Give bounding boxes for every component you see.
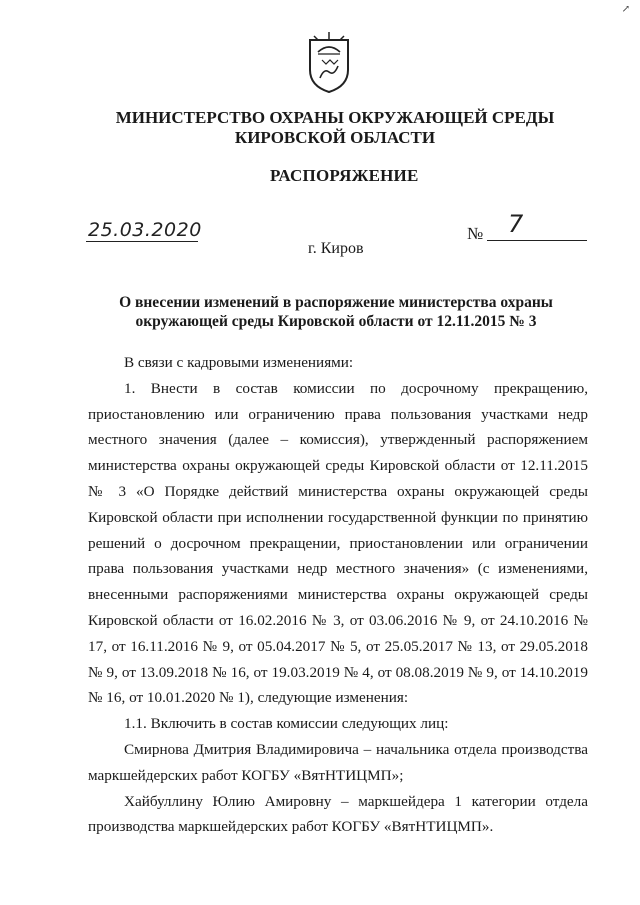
subject-line-1: О внесении изменений в распоряжение министерства охраны	[119, 294, 553, 311]
subject-line-2: окружающей среды Кировской области от 12.11.2015 № 3	[135, 313, 537, 330]
ministry-header	[0, 108, 640, 148]
paragraph-intro: В связи с кадровыми изменениями:	[124, 354, 354, 371]
city: г. Киров	[308, 240, 364, 257]
ministry-line-2: КИРОВСКОЙ ОБЛАСТИ	[234, 128, 436, 147]
coat-of-arms-icon	[304, 30, 354, 94]
number-underline	[487, 240, 587, 241]
corner-mark: ↗	[621, 4, 630, 15]
paragraph-person-2: Хайбуллину Юлию Амировну – маркшейдера 1 категории отдела производства маркшейдерских работ КОГБУ «ВятНТИЦМП».	[88, 792, 588, 836]
date-underline	[86, 241, 198, 242]
document-date: 25.03.2020	[88, 219, 202, 241]
document-body	[88, 350, 588, 840]
document-subject	[86, 293, 586, 331]
paragraph-item-1: 1. Внести в состав комиссии по досрочному прекращению, приостановлению или ограничению права пользования участками недр местного значения (далее – комиссия), утвержденный распоряжением министерства охраны окружающей среды Кировской области от 12.11.2015 № 3 «О Порядке действий министерства охраны окружающей среды Кировской области при исполнении государственной функции по принятию решений о досрочном прекращении, приостановлении или ограничении права пользования участками недр местного значения» (с изменениями, внесенными распоряжениями министерства охраны окружающей среды Кировской области от 16.02.2016 № 3, от 03.06.2016 № 9, от 24.10.2016 № 17, от 16.11.2016 № 9, от 05.04.2017 № 5, от 25.05.2017 № 13, от 29.05.2018 № 9, от 13.09.2018 № 16, от 19.03.2019 № 4, от 08.08.2019 № 9, от 14.10.2019 № 16, от 10.01.2020 № 1), следующие изменения:	[88, 379, 588, 707]
ministry-line-1: МИНИСТЕРСТВО ОХРАНЫ ОКРУЖАЮЩЕЙ СРЕДЫ	[115, 108, 555, 127]
number-label: №	[467, 224, 484, 243]
document-type: РАСПОРЯЖЕНИЕ	[270, 166, 419, 185]
document-number: 7	[508, 210, 524, 238]
paragraph-item-1-1: 1.1. Включить в состав комиссии следующих лиц:	[124, 715, 449, 733]
paragraph-person-1: Смирнова Дмитрия Владимировича – начальника отдела производства маркшейдерских работ КОГБУ «ВятНТИЦМП»;	[88, 740, 588, 784]
